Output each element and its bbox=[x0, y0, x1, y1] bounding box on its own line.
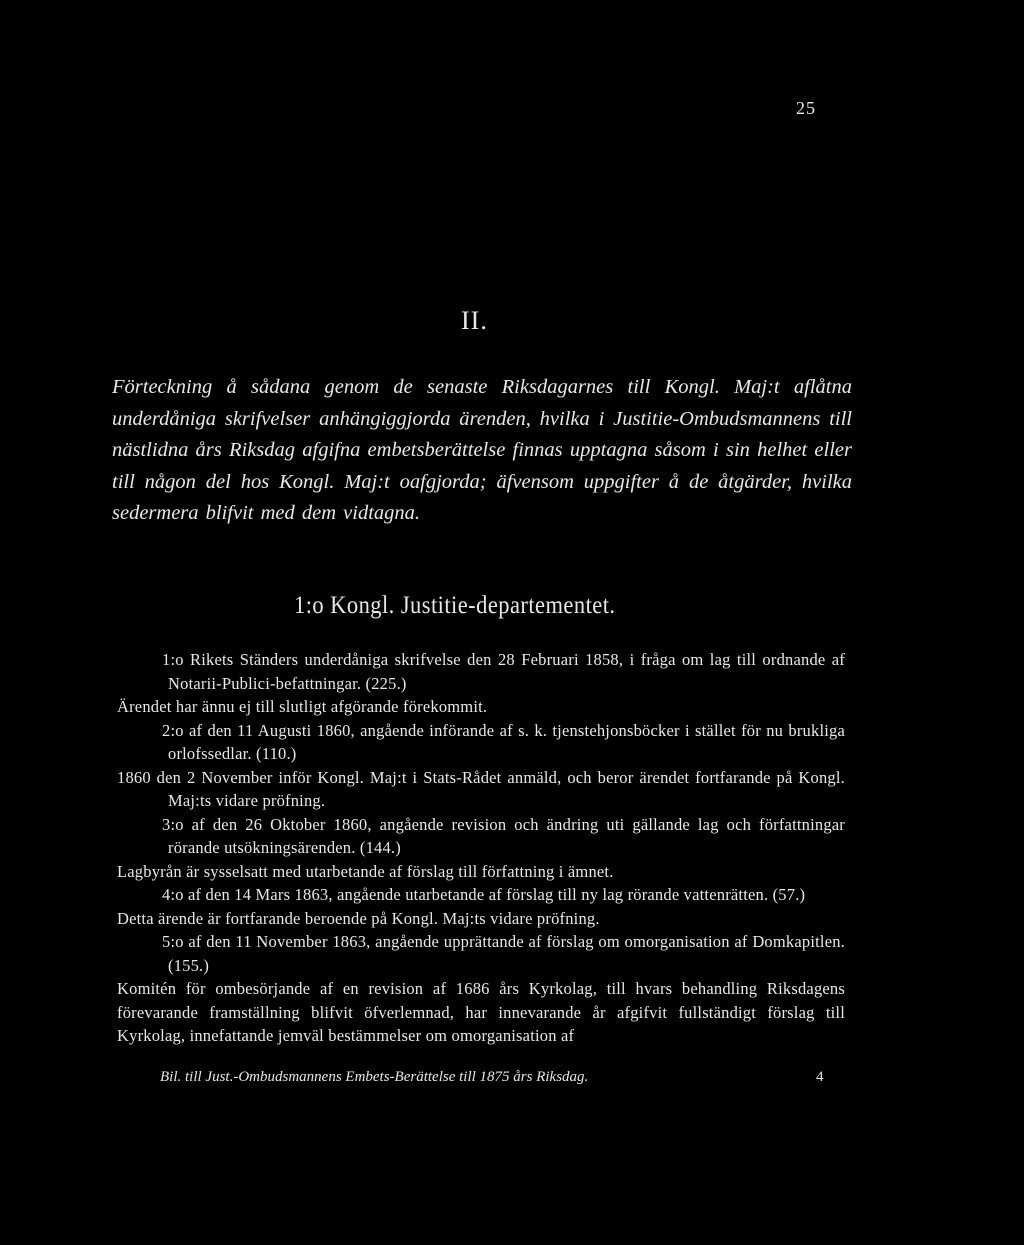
entry-status: Detta ärende är fortfarande beroende på Kongl. Maj:ts vidare pröfning. bbox=[117, 908, 600, 928]
entry-item: 5:o af den 11 November 1863, angående upprättande af förslag om omorganisation af Domkapitlen. (155.) bbox=[162, 932, 845, 975]
entry bbox=[117, 813, 845, 884]
entry-status: 1860 den 2 November inför Kongl. Maj:t i Stats-Rådet anmäld, och beror ärendet fortfarande på Kongl. Maj:ts vidare pröfning. bbox=[117, 767, 845, 810]
entry-status: Lagbyrån är sysselsatt med utarbetande af förslag till författning i ämnet. bbox=[117, 861, 614, 881]
intro-paragraph: Förteckning å sådana genom de senaste Riksdagarnes till Kongl. Maj:t aflåtna underdåniga skrifvelser anhängiggjorda ärenden, hvilka i Justitie-Ombudsmannens till nästlidna års Riksdag afgifna embetsberättelse finnas upptagna såsom i sin helhet eller till någon del hos Kongl. Maj:t oafgjorda; äfvensom uppgifter å de åtgärder, hvilka sedermera blifvit med dem vidtagna. bbox=[112, 376, 852, 524]
department-heading: 1:o Kongl. Justitie-departementet. bbox=[294, 592, 616, 619]
entries-list bbox=[117, 648, 845, 1048]
entry bbox=[117, 930, 845, 1048]
entry-status: Komitén för ombesörjande af en revision af 1686 års Kyrkolag, till hvars behandling Riksdagens förevarande framställning blifvit öfverlemnad, har innevarande år afgifvit fullständigt förslag till Kyrkolag, innefattande jemväl bestämmelser om omorganisation af bbox=[117, 979, 845, 1045]
entry-status: Ärendet har ännu ej till slutligt afgörande förekommit. bbox=[117, 697, 488, 716]
entry-item: 3:o af den 26 Oktober 1860, angående revision och ändring uti gällande lag och författningar rörande utsökningsärenden. (144.) bbox=[162, 814, 845, 857]
entry-item: 4:o af den 14 Mars 1863, angående utarbetande af förslag till ny lag rörande vattenrätten. (57.) bbox=[162, 885, 806, 904]
entry-item: 1:o Rikets Ständers underdåniga skrifvelse den 28 Februari 1858, i fråga om lag till ordnande af Notarii-Publici-befattningar. (225.) bbox=[162, 650, 845, 693]
page-number: 25 bbox=[796, 98, 816, 118]
entry bbox=[117, 719, 845, 813]
footer-title: Bil. till Just.-Ombudsmannens Embets-Berättelse till 1875 års Riksdag. bbox=[160, 1069, 589, 1085]
entry bbox=[117, 883, 845, 930]
footer-signature: 4 bbox=[816, 1069, 824, 1085]
entry-item: 2:o af den 11 Augusti 1860, angående införande af s. k. tjenstehjonsböcker i stället för nu brukliga orlofssedlar. (110.) bbox=[162, 720, 845, 763]
entry bbox=[117, 648, 845, 719]
section-numeral: II. bbox=[461, 306, 488, 335]
